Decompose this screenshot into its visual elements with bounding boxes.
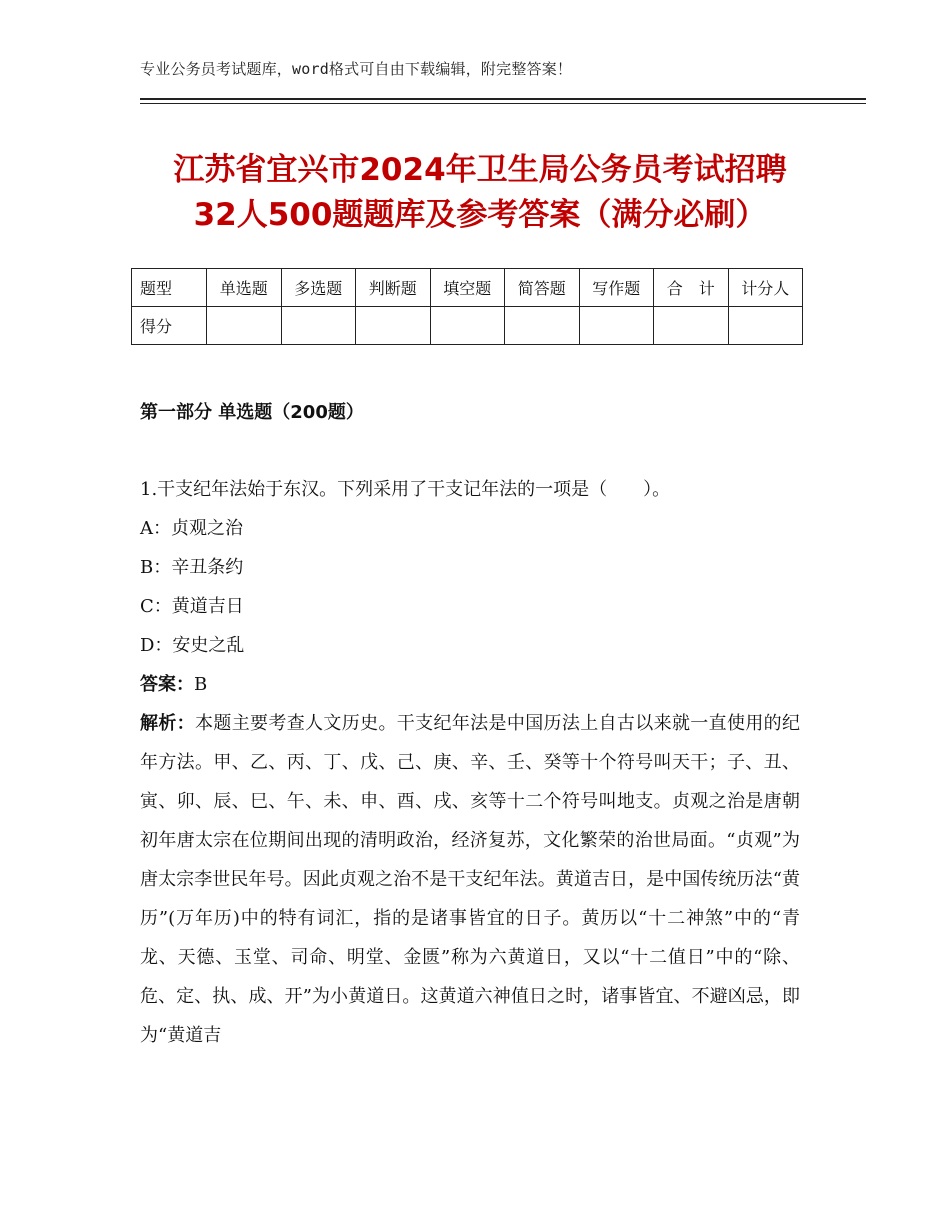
question-block bbox=[140, 470, 800, 1055]
score-table bbox=[131, 268, 803, 345]
score-cell-empty bbox=[281, 307, 356, 345]
option-a: A：贞观之治 bbox=[140, 518, 243, 539]
score-cell-scorer: 计分人 bbox=[728, 269, 803, 307]
explanation-text: 本题主要考查人文历史。干支纪年法是中国历法上自古以来就一直使用的纪年方法。甲、乙、丙、丁、戊、己、庚、辛、壬、癸等十个符号叫天干；子、丑、寅、卯、辰、巳、午、未、申、酉、戌、亥等十二个符号叫地支。贞观之治是唐朝初年唐太宗在位期间出现的清明政治，经济复苏，文化繁荣的治世局面。“贞观”为唐太宗李世民年号。因此贞观之治不是干支纪年法。黄道吉日，是中国传统历法“黄历”(万年历)中的特有词汇，指的是诸事皆宜的日子。黄历以“十二神煞”中的“青龙、天德、玉堂、司命、明堂、金匮”称为六黄道日，又以“十二值日”中的“除、危、定、执、成、开”为小黄道日。这黄道六神值日之时，诸事皆宜、不避凶忌，即为“黄道吉 bbox=[140, 713, 800, 1046]
answer-line bbox=[140, 665, 800, 704]
question-stem: 1.干支纪年法始于东汉。下列采用了干支记年法的一项是（ ）。 bbox=[140, 479, 671, 500]
section-title: 第一部分 单选题（200题） bbox=[140, 402, 364, 423]
score-cell-empty bbox=[356, 307, 431, 345]
explanation-label: 解析： bbox=[140, 713, 196, 734]
score-cell-single-choice: 单选题 bbox=[207, 269, 282, 307]
score-cell-empty bbox=[207, 307, 282, 345]
score-table-score-row bbox=[132, 307, 803, 345]
option-d: D：安史之乱 bbox=[140, 635, 245, 656]
score-cell-empty bbox=[579, 307, 654, 345]
option-b: B：辛丑条约 bbox=[140, 557, 244, 578]
score-cell-empty bbox=[654, 307, 729, 345]
score-table-header-row bbox=[132, 269, 803, 307]
answer-label: 答案： bbox=[140, 674, 194, 695]
header-rule-thick bbox=[140, 98, 866, 100]
score-cell-writing: 写作题 bbox=[579, 269, 654, 307]
header-note: 专业公务员考试题库，word格式可自由下载编辑，附完整答案！ bbox=[140, 60, 573, 78]
score-cell-score-label: 得分 bbox=[132, 307, 207, 345]
score-cell-empty bbox=[728, 307, 803, 345]
score-cell-empty bbox=[505, 307, 580, 345]
score-cell-fill-blank: 填空题 bbox=[430, 269, 505, 307]
option-c: C：黄道吉日 bbox=[140, 596, 244, 617]
header-rule-thin bbox=[140, 103, 866, 104]
score-cell-multiple-choice: 多选题 bbox=[281, 269, 356, 307]
explanation-paragraph bbox=[140, 704, 800, 1055]
document-title bbox=[130, 148, 830, 238]
score-cell-short-answer: 简答题 bbox=[505, 269, 580, 307]
title-line-2: 32人500题题库及参考答案（满分必刷） bbox=[193, 197, 767, 233]
score-cell-type: 题型 bbox=[132, 269, 207, 307]
title-line-1: 江苏省宜兴市2024年卫生局公务员考试招聘 bbox=[173, 152, 787, 188]
answer-value: B bbox=[194, 674, 208, 695]
score-cell-total: 合 计 bbox=[654, 269, 729, 307]
score-cell-empty bbox=[430, 307, 505, 345]
score-cell-true-false: 判断题 bbox=[356, 269, 431, 307]
